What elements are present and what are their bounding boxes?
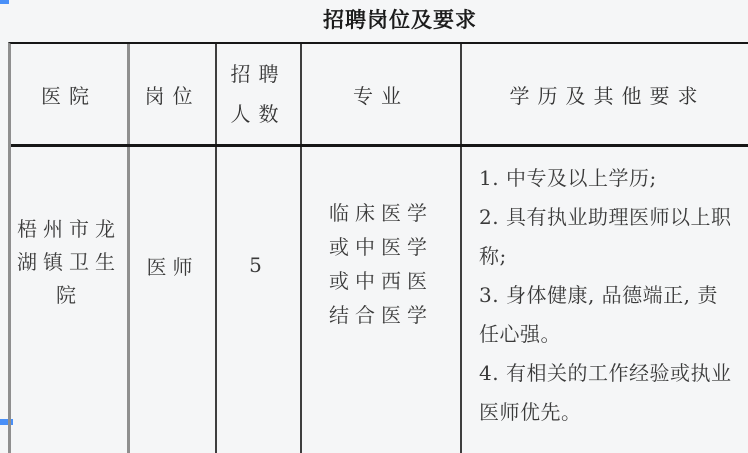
openings-count: 5: [249, 253, 268, 277]
cell-openings: [217, 147, 302, 453]
requirement-item: 3. 身体健康, 品德端正, 责任心强。: [479, 283, 718, 346]
requirements-list: [479, 159, 735, 432]
major-name: 临床医学或中医学或中西医结合医学: [329, 201, 433, 327]
requirement-item: 4. 有相关的工作经验或执业医师优先。: [479, 361, 732, 424]
cell-hospital: [11, 147, 130, 453]
table-header-row: [11, 44, 748, 147]
header-openings-label: 招聘人数: [230, 62, 287, 126]
cell-position: [130, 147, 217, 453]
requirement-item: 2. 具有执业助理医师以上职称;: [479, 205, 732, 268]
header-cell-position: 岗位: [130, 44, 217, 144]
recruitment-table: [8, 42, 748, 453]
header-cell-hospital: 医院: [11, 44, 130, 144]
page-title: 招聘岗位及要求: [323, 9, 477, 32]
table-row: [11, 147, 748, 453]
position-name: 医师: [146, 254, 199, 279]
header-cell-openings: [217, 44, 302, 144]
header-cell-requirements: 学历及其他要求: [509, 83, 706, 108]
hospital-name: 梧州市龙湖镇卫生院: [17, 216, 121, 307]
header-cell-major: 专业: [302, 44, 462, 144]
requirement-item: 1. 中专及以上学历;: [479, 166, 657, 190]
cell-major: [302, 147, 462, 453]
cell-requirements: [462, 147, 748, 453]
